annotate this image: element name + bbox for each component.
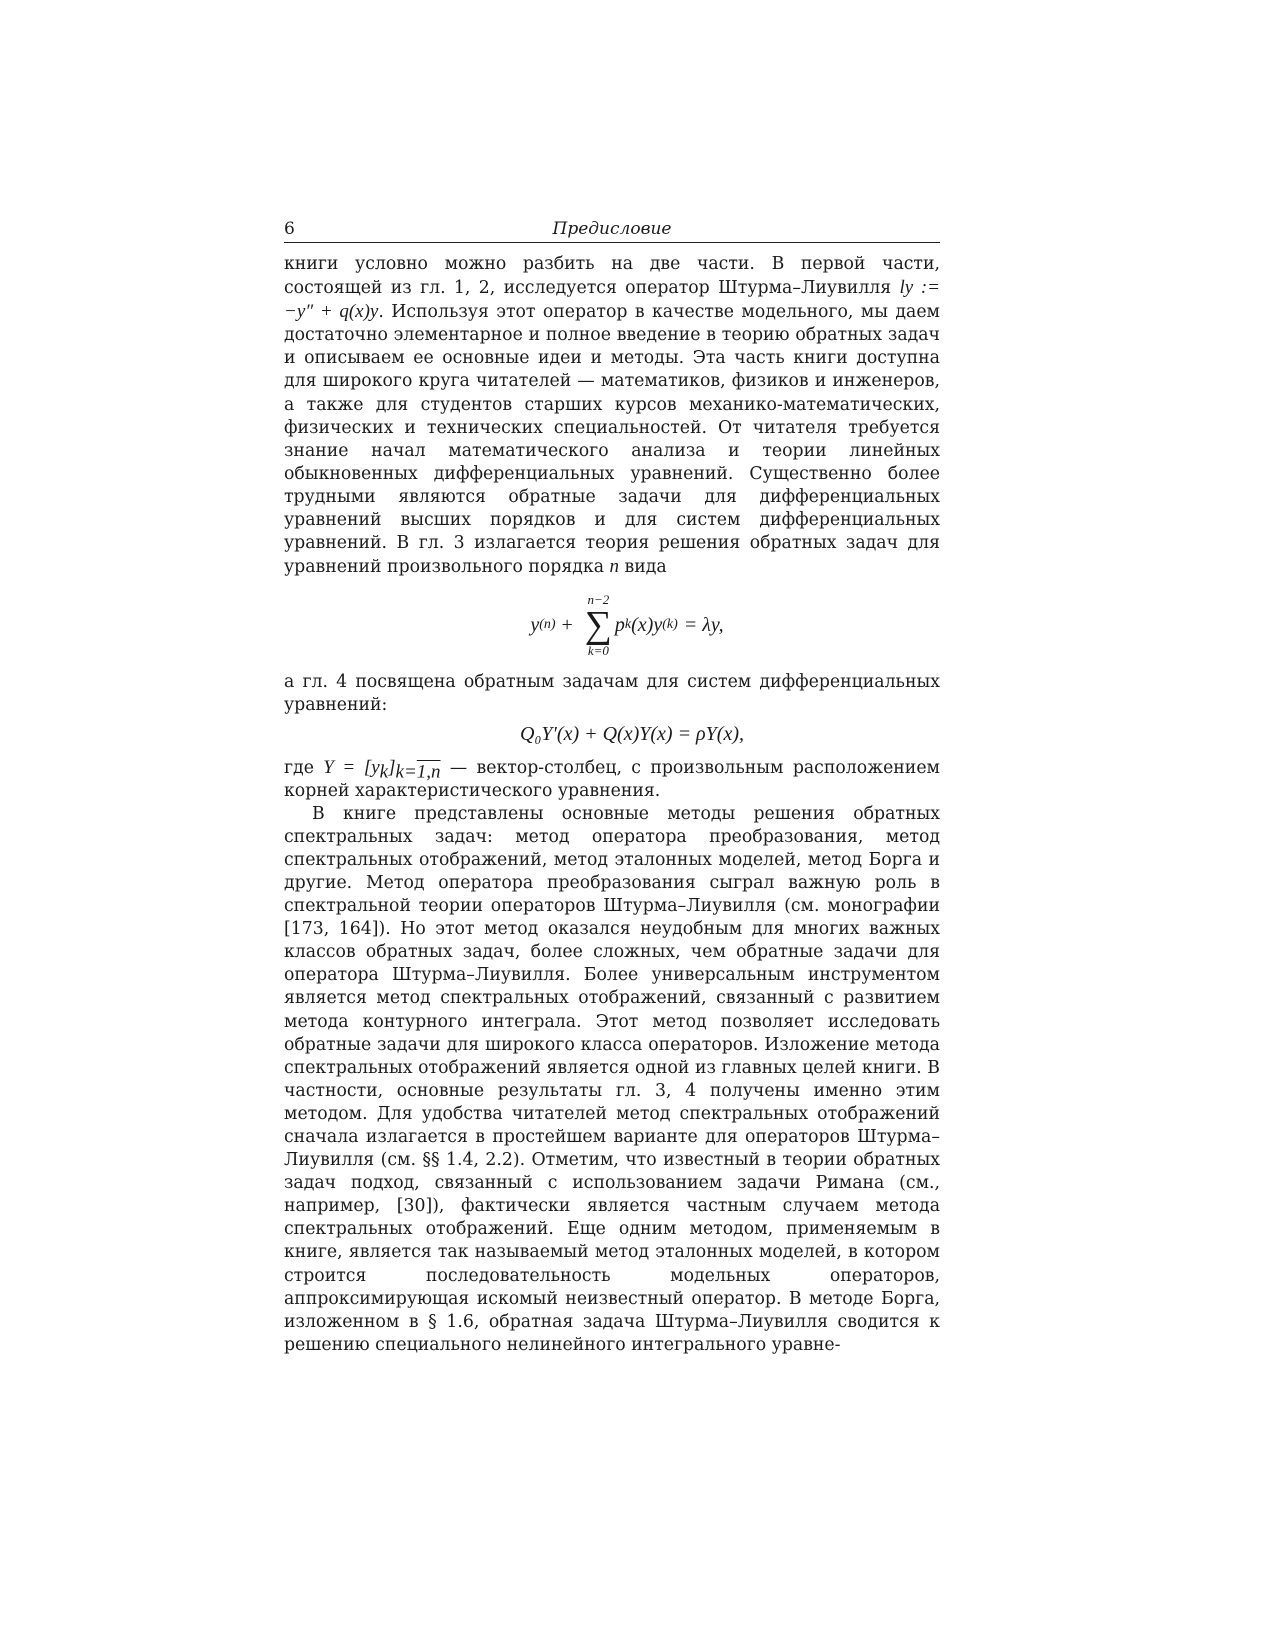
page-number: 6 <box>284 219 295 239</box>
paragraph-1 <box>284 253 940 579</box>
eq1-rhs: = λy, <box>683 613 724 636</box>
eq1-plus: + <box>561 613 573 636</box>
vector-Y-range <box>396 761 441 782</box>
paragraph-3-text-b: — вектор-столбец, с произвольным расположением корней характеристического уравнения. <box>284 757 940 801</box>
eq1-term-arg: (x)y <box>631 613 663 636</box>
running-head <box>284 214 940 243</box>
sturm-liouville-operator-formula: ly := −y″ + q(x)y <box>284 277 940 323</box>
sum-operator <box>585 593 612 657</box>
sum-upper-limit: n−2 <box>587 592 610 608</box>
equation-higher-order: y (n) + n−2 ∑ k=0 p k (x)y (k) = λy, <box>530 592 724 659</box>
paragraph-1-text-a: книги условно можно разбить на две части. В первой части, состоящей из гл. 1, 2, исследуется оператор Штурма–Лиувилля <box>284 254 940 299</box>
vector-Y-formula: Y = [y <box>323 756 380 778</box>
order-variable: n <box>609 556 620 578</box>
book-page <box>284 214 940 1357</box>
paragraph-3-text-a: где <box>284 757 324 778</box>
paragraph-2: а гл. 4 посвящена обратным задачам для систем дифференциальных уравнений: <box>284 672 940 716</box>
vector-Y-range-bar: 1,n <box>416 760 441 782</box>
eq1-term: p <box>614 613 625 636</box>
paragraph-1-text-c: вида <box>619 557 667 578</box>
vector-Y-bracket: ] <box>388 756 396 778</box>
vector-Y-range-k: k= <box>395 760 417 782</box>
running-title: Предисловие <box>552 219 672 239</box>
sum-sign: ∑ <box>584 604 612 647</box>
eq1-lhs: y <box>530 613 540 636</box>
paragraph-4: В книге представлены основные методы решения обратных спектральных задач: метод оператора преобразования, метод спектральных отображений, метод эталонных моделей, метод Борга и другие. Метод оператора преобразования сыграл важную роль в спектральной теории операторов Штурма–Лиувилля (см. монографии [173, 164]). Но этот метод оказался неудобным для многих важных классов обратных задач, более сложных, чем обратные задачи для оператора Штурма–Лиувилля. Более универсальным инструментом является метод спектральных отображений, связанный с развитием метода контурного интеграла. Этот метод позволяет исследовать обратные задачи для широкого класса операторов. Изложение метода спектральных отображений является одной из главных целей книги. В частности, основные результаты гл. 3, 4 получены именно этим методом. Для удобства читателей метод спектральных отображений сначала излагается в простейшем варианте для операторов Штурма–Лиувилля (см. §§ 1.4, 2.2). Отметим, что известный в теории обратных задач подход, связанный с использованием задачи Римана (см., например, [30]), фактически является частным случаем метода спектральных отображений. Еще одним методом, применяемым в книге, является так называемый метод эталонных моделей, в котором строится последовательность модельных операторов, аппроксимирующая искомый неизвестный оператор. В методе Борга, изложенном в § 1.6, обратная задача Штурма–Лиувилля сводится к решению специального нелинейного интегрального уравне- <box>284 803 940 1355</box>
vector-Y-index: k <box>379 760 389 782</box>
paragraph-1-text-b: . Используя этот оператор в качестве модельного, мы даем достаточно элементарное и полное введение в теорию обратных задач и описываем ее основные идеи и методы. Эта часть книги доступна для широкого круга читателей — математиков, физиков и инженеров, а также для студентов старших курсов механико-математических, физических и технических специальностей. От читателя требуется знание начал математического анализа и теории линейных обыкновенных дифференциальных уравнений. Существенно более трудными являются обратные задачи для дифференциальных уравнений высших порядков и для систем дифференциальных уравнений. В гл. 3 излагается теория решения обратных задач для уравнений произвольного порядка <box>284 302 940 578</box>
sum-lower-limit: k=0 <box>587 643 609 659</box>
equation-system: Q₀Y′(x) + Q(x)Y(x) = ρY(x), <box>520 722 744 745</box>
body-text <box>284 253 940 1357</box>
paragraph-3 <box>284 756 940 803</box>
